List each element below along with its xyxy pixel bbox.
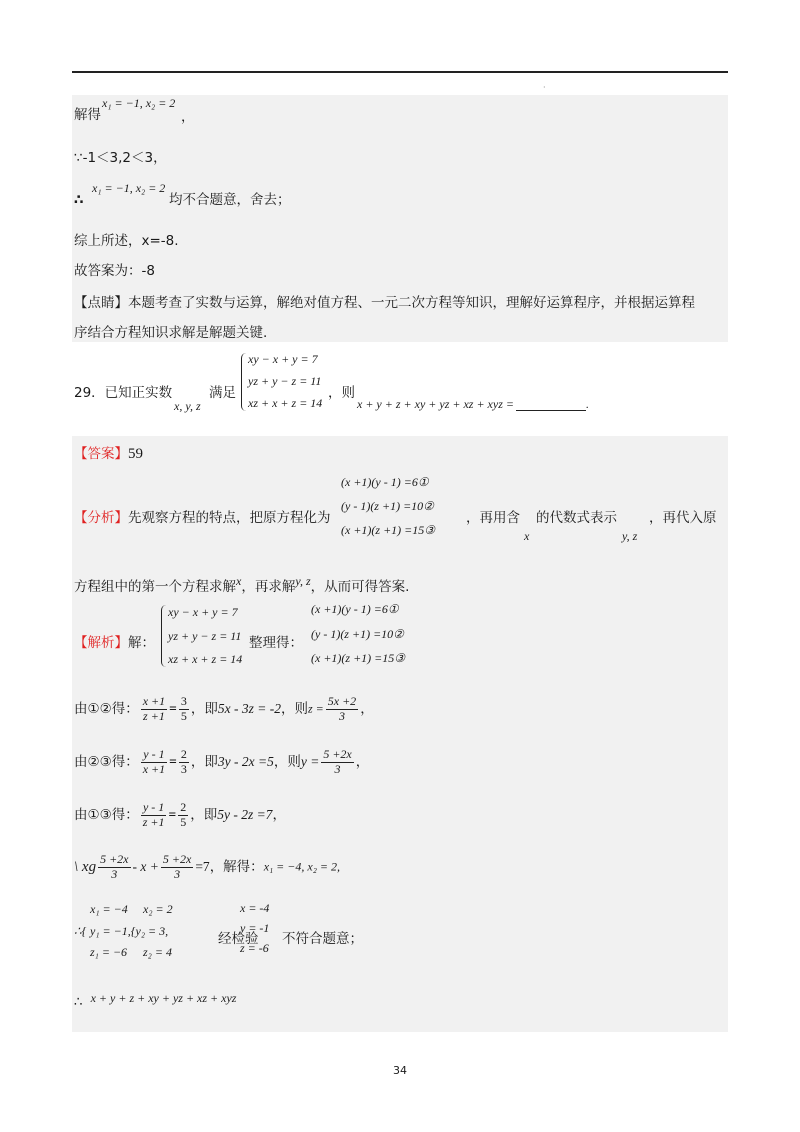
- result-z2: z₂ = 4: [143, 945, 172, 959]
- header-mark: ·: [543, 83, 546, 92]
- check-x: x = -4: [240, 901, 270, 915]
- question-29-brace: [241, 353, 248, 411]
- dianjing-line-2: 序结合方程知识求解是解题关键.: [74, 325, 268, 341]
- result-z1: z₁ = −6: [90, 945, 128, 959]
- dianjing-line-1: 【点睛】本题考查了实数与运算，解绝对值方程、一元二次方程等知识，理解好运算程序，并根据运算程: [74, 295, 695, 311]
- step-4-fraction-2: $\frac{5 +2x}{3}$: [162, 852, 192, 881]
- step-1-fraction: $\frac{x +1}{z +1}$: [142, 694, 166, 723]
- result-x2: x₂ = 2: [143, 902, 173, 916]
- step-4-fraction-1: $\frac{5 +2x}{3}$: [100, 852, 129, 881]
- line-jiede: 解得: [74, 107, 101, 123]
- solution-brace: [161, 605, 168, 667]
- analysis-system-line-2: (y - 1)(z +1) =10②: [341, 499, 434, 513]
- result-y: y₁ = −1,{y₂ = 3,: [90, 924, 169, 938]
- analysis-text-3: 的代数式表示: [536, 510, 617, 526]
- question-29-manzu: 满足: [209, 385, 236, 401]
- question-29-eq3: xz + x + z = 14: [248, 396, 323, 410]
- step-3-fraction: $\frac{y - 1}{z +1}$: [142, 800, 165, 829]
- roots-formula-2: x₁ = −1, x₂ = 2: [92, 181, 166, 195]
- analysis-system-line-3: (x +1)(z +1) =15③: [341, 523, 436, 537]
- solution-eq3: xz + x + z = 14: [168, 652, 243, 666]
- header-rule: [72, 71, 728, 73]
- question-29-expression: x + y + z + xy + yz + xz + xyz = .: [357, 397, 589, 411]
- result-x1: x₁ = −4: [90, 902, 128, 916]
- analysis-line-1: 【分析】先观察方程的特点，把原方程化为: [74, 510, 331, 526]
- question-29-eq2: yz + y − z = 11: [248, 374, 322, 388]
- roots-formula-1: x₁ = −1, x₂ = 2: [102, 96, 176, 110]
- solution-system-line-3: (x +1)(z +1) =15③: [311, 651, 406, 665]
- check-y: y = -1: [240, 921, 270, 935]
- step-3-ratio: $\frac{2}{5}$: [180, 800, 187, 829]
- step-3: 由①③得： $\frac{y - 1}{z +1}$ = $\frac{2}{5}$ ，即5y - 2z =7，: [74, 800, 286, 829]
- analysis-text-2: ，再用含: [466, 510, 520, 526]
- analysis-system-line-1: (x +1)(y - 1) =6①: [341, 475, 429, 489]
- question-29-ze: ，则: [328, 385, 355, 401]
- analysis-var-x: x: [524, 529, 530, 543]
- result-therefore: ∴{: [74, 924, 87, 938]
- therefore-symbol: ∴: [74, 192, 84, 208]
- step-1: 由①②得： $\frac{x +1}{z +1}$ = $\frac{3}{5}$ ，即5x - 3z = -2，则z = $\frac{5x +2}{3}$ ，: [74, 694, 374, 723]
- answer-blank: [516, 410, 586, 411]
- analysis-tag: 【分析】: [74, 510, 128, 526]
- answer-line: 故答案为：-8: [74, 263, 155, 279]
- solution-intro: 【解析】解：: [74, 635, 155, 651]
- comma-1: ，: [181, 109, 195, 125]
- solution-tag: 【解析】: [74, 635, 128, 651]
- line-because: ∵-1＜3,2＜3，: [74, 150, 167, 166]
- step-2-y-fraction: $\frac{5 +2x}{3}$: [323, 747, 352, 776]
- solution-zhengli: 整理得：: [249, 635, 303, 651]
- answer-value: 59: [128, 446, 143, 462]
- answer-line: [74, 446, 143, 463]
- dianjing-tag: 【点睛】: [74, 295, 128, 311]
- analysis-text-4: ，再代入原: [649, 510, 717, 526]
- step-1-z-fraction: $\frac{5x +2}{3}$: [327, 694, 357, 723]
- step-1-ratio: $\frac{3}{5}$: [180, 694, 187, 723]
- check-text: 经检验: [218, 931, 259, 947]
- question-29-vars: x, y, z: [174, 399, 201, 413]
- page-number: 34: [393, 1064, 407, 1077]
- reject-text: 均不合题意，舍去；: [169, 192, 291, 208]
- step-2: 由②③得： $\frac{y - 1}{x +1}$ = $\frac{2}{3}$ ，即3y - 2x =5，则y = $\frac{5 +2x}{3}$ ，: [74, 747, 370, 776]
- reject-text-2: 不符合题意；: [282, 931, 363, 947]
- final-line: ∴ x + y + z + xy + yz + xz + xyz: [74, 991, 237, 1010]
- solution-system-line-1: (x +1)(y - 1) =6①: [311, 602, 399, 616]
- solution-eq1: xy − x + y = 7: [168, 605, 238, 619]
- step-4: \ xg $\frac{5 +2x}{3}$ - x + $\frac{5 +2x}{3}$ =7，解得：x₁ = −4, x₂ = 2,: [74, 852, 340, 881]
- analysis-var-yz: y, z: [622, 529, 638, 543]
- step-2-fraction: $\frac{y - 1}{x +1}$: [142, 747, 166, 776]
- answer-tag: 【答案】: [74, 446, 128, 462]
- question-29-eq1: xy − x + y = 7: [248, 352, 318, 366]
- solution-eq2: yz + y − z = 11: [168, 629, 242, 643]
- solution-system-line-2: (y - 1)(z +1) =10②: [311, 627, 404, 641]
- question-29-prefix: 29．已知正实数: [74, 385, 173, 401]
- summary-line: 综上所述，x=-8.: [74, 233, 179, 249]
- step-2-ratio: $\frac{2}{3}$: [180, 747, 187, 776]
- analysis-line-2: 方程组中的第一个方程求解x，再求解y, z，从而可得答案.: [74, 574, 410, 595]
- check-z: z = -6: [240, 941, 269, 955]
